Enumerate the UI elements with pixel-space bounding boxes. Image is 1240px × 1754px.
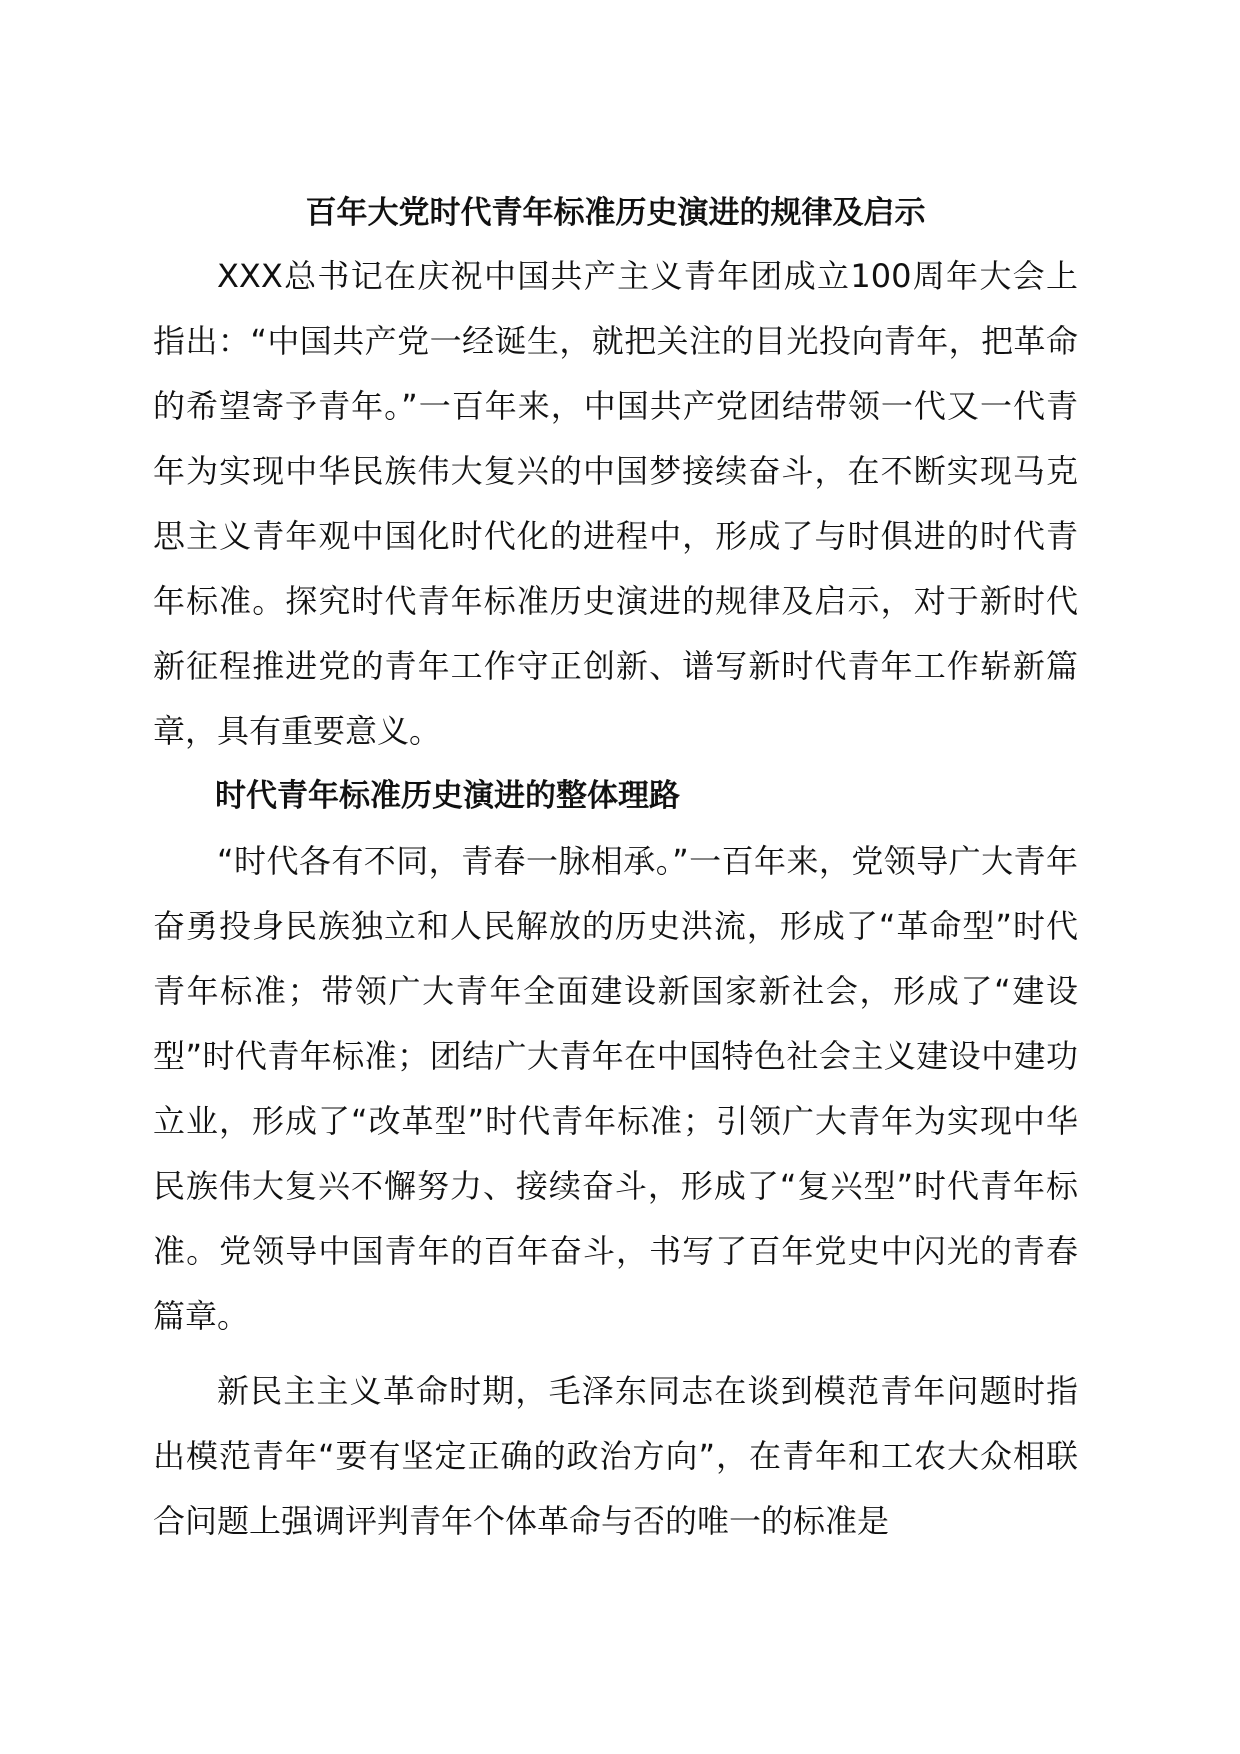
body-paragraph: 新民主主义革命时期，毛泽东同志在谈到模范青年问题时指出模范青年“要有坚定正确的政治方向”，在青年和工农大众相联合问题上强调评判青年个体革命与否的唯一的标准是 xyxy=(153,1372,1078,1540)
paragraph-spacer xyxy=(153,1349,1078,1359)
document-body xyxy=(153,182,1078,1554)
intro-paragraph: XXX总书记在庆祝中国共产主义青年团成立100周年大会上指出：“中国共产党一经诞生，就把关注的目光投向青年，把革命的希望寄予青年。”一百年来，中国共产党团结带领一代又一代青年为实现中华民族伟大复兴的中国梦接续奋斗，在不断实现马克思主义青年观中国化时代化的进程中，形成了与时俱进的时代青年标准。探究时代青年标准历史演进的规律及启示，对于新时代新征程推进党的青年工作守正创新、谱写新时代青年工作崭新篇章，具有重要意义。 xyxy=(153,257,1078,750)
document-title: 百年大党时代青年标准历史演进的规律及启示 xyxy=(305,195,926,231)
section-heading: 时代青年标准历史演进的整体理路 xyxy=(215,778,680,814)
body-paragraph: “时代各有不同，青春一脉相承。”一百年来，党领导广大青年奋勇投身民族独立和人民解放的历史洪流，形成了“革命型”时代青年标准；带领广大青年全面建设新国家新社会，形成了“建设型”时代青年标准；团结广大青年在中国特色社会主义建设中建功立业，形成了“改革型”时代青年标准；引领广大青年为实现中华民族伟大复兴不懈努力、接续奋斗，形成了“复兴型”时代青年标准。党领导中国青年的百年奋斗，书写了百年党史中闪光的青春篇章。 xyxy=(153,842,1078,1335)
